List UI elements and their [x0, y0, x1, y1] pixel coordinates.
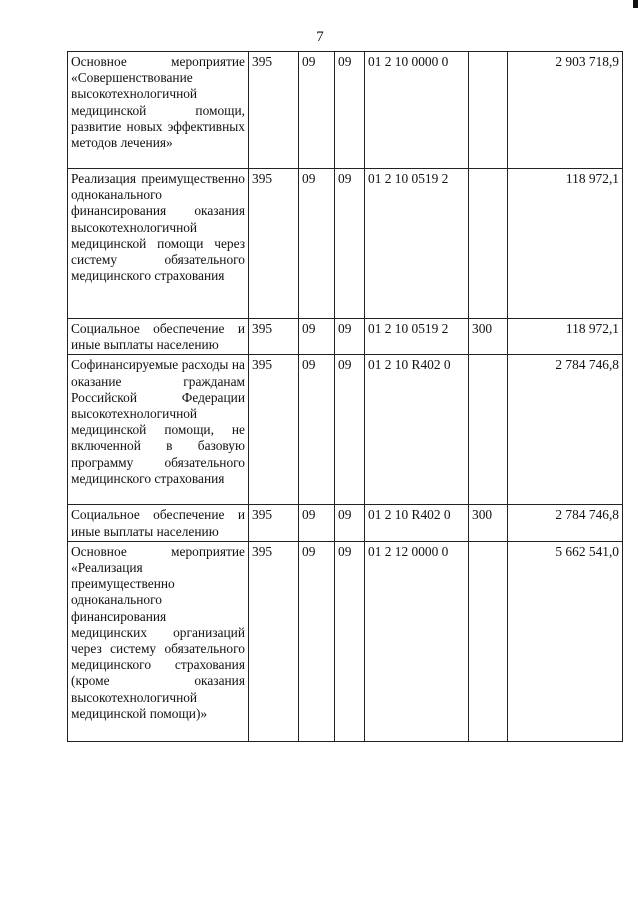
- subsection-code: 09: [335, 52, 365, 169]
- section-code: 09: [299, 505, 335, 541]
- expense-type: 300: [469, 505, 508, 541]
- amount: 2 784 746,8: [508, 505, 623, 541]
- section-code: 09: [299, 169, 335, 319]
- amount: 118 972,1: [508, 169, 623, 319]
- subsection-code: 09: [335, 541, 365, 741]
- subsection-code: 09: [335, 169, 365, 319]
- row-description: Реализация преимущественно одноканального финансирования оказания высокотехнологичной медицинской помощи через систему обязательного медицинского страхования: [68, 169, 249, 319]
- subsection-code: 09: [335, 319, 365, 355]
- section-code: 09: [299, 541, 335, 741]
- ministry-code: 395: [249, 355, 299, 505]
- section-code: 09: [299, 52, 335, 169]
- row-description: Основное мероприятие «Совершенствование высокотехнологичной медицинской помощи, развитие новых эффективных методов лечения»: [68, 52, 249, 169]
- table-row: [68, 52, 623, 169]
- table-row: [68, 541, 623, 741]
- amount: 2 784 746,8: [508, 355, 623, 505]
- ministry-code: 395: [249, 505, 299, 541]
- page-number: 7: [316, 29, 324, 45]
- expense-type: [469, 541, 508, 741]
- target-article: 01 2 10 R402 0: [365, 355, 469, 505]
- budget-table: [67, 51, 623, 742]
- target-article: 01 2 10 R402 0: [365, 505, 469, 541]
- table-row: [68, 169, 623, 319]
- expense-type: [469, 52, 508, 169]
- section-code: 09: [299, 355, 335, 505]
- table-row: [68, 505, 623, 541]
- target-article: 01 2 10 0519 2: [365, 319, 469, 355]
- ministry-code: 395: [249, 319, 299, 355]
- ministry-code: 395: [249, 541, 299, 741]
- subsection-code: 09: [335, 505, 365, 541]
- ministry-code: 395: [249, 169, 299, 319]
- row-description: Социальное обеспечение и иные выплаты населению: [68, 505, 249, 541]
- subsection-code: 09: [335, 355, 365, 505]
- expense-type: [469, 169, 508, 319]
- row-description: Социальное обеспечение и иные выплаты населению: [68, 319, 249, 355]
- row-description: Софинансируемые расходы на оказание гражданам Российской Федерации высокотехнологичной медицинской помощи, не включенной в базовую программу обязательного медицинского страхования: [68, 355, 249, 505]
- target-article: 01 2 12 0000 0: [365, 541, 469, 741]
- target-article: 01 2 10 0000 0: [365, 52, 469, 169]
- section-code: 09: [299, 319, 335, 355]
- ministry-code: 395: [249, 52, 299, 169]
- amount: 2 903 718,9: [508, 52, 623, 169]
- expense-type: [469, 355, 508, 505]
- scan-corner-mark: [633, 0, 638, 8]
- table-row: [68, 319, 623, 355]
- table-row: [68, 355, 623, 505]
- target-article: 01 2 10 0519 2: [365, 169, 469, 319]
- amount: 5 662 541,0: [508, 541, 623, 741]
- row-description: Основное мероприятие «Реализация преимущественно одноканального финансирования медицинских организаций через систему обязательного медицинского страхования (кроме оказания высокотехнологичной медицинской помощи)»: [68, 541, 249, 741]
- expense-type: 300: [469, 319, 508, 355]
- amount: 118 972,1: [508, 319, 623, 355]
